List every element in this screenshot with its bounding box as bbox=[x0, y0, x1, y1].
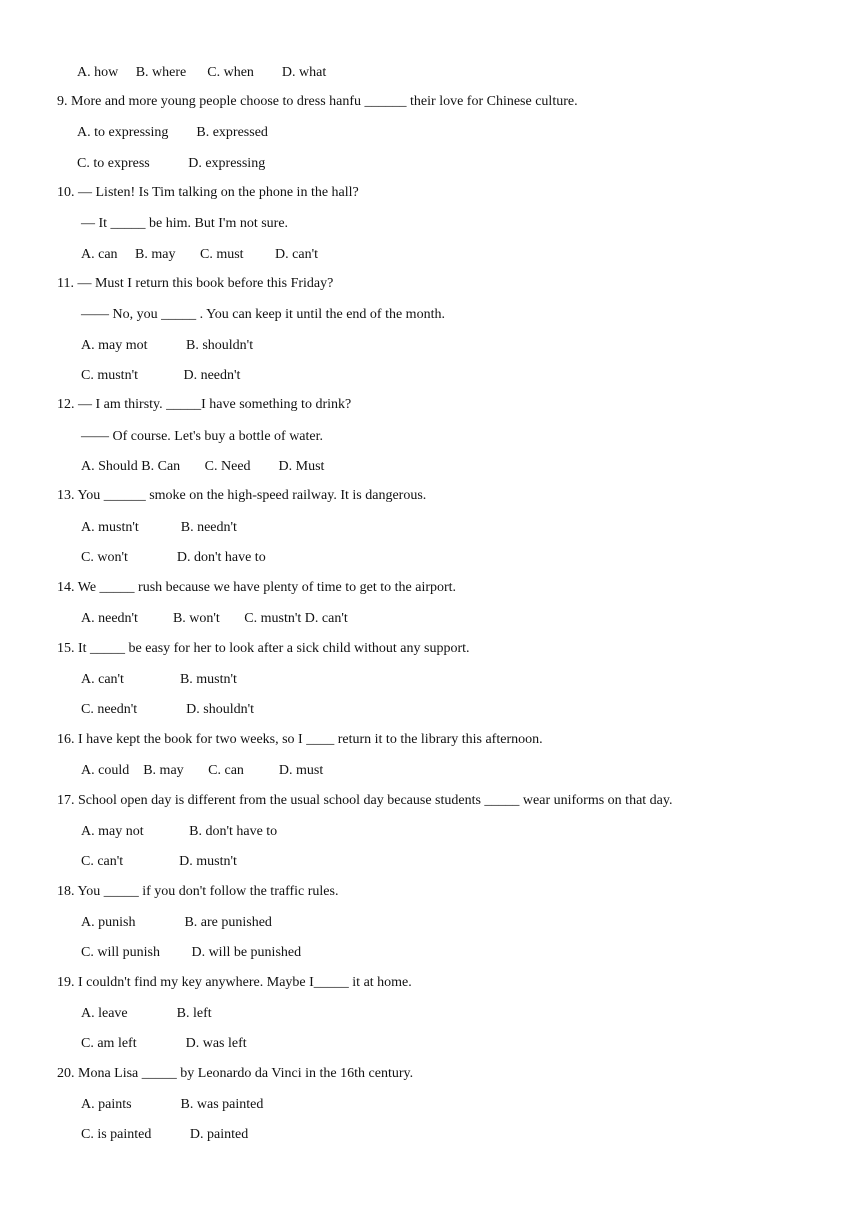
q17-stem: 17. School open day is different from the usual school day because students _____ wear uniforms on that day. bbox=[57, 793, 673, 808]
q11-options-row1: A. may mot B. shouldn't bbox=[81, 338, 254, 353]
q16-options: A. could B. may C. can D. must bbox=[81, 763, 324, 778]
q10-reply: — It _____ be him. But I'm not sure. bbox=[81, 216, 289, 231]
q19-options-row2: C. am left D. was left bbox=[81, 1036, 247, 1051]
q15-options-row2: C. needn't D. shouldn't bbox=[81, 702, 255, 717]
q12-reply: —— Of course. Let's buy a bottle of water. bbox=[81, 429, 324, 444]
q20-options-row1: A. paints B. was painted bbox=[81, 1097, 264, 1112]
q10-stem: 10. — Listen! Is Tim talking on the phone in the hall? bbox=[57, 185, 359, 200]
q14-stem: 14. We _____ rush because we have plenty of time to get to the airport. bbox=[57, 580, 457, 595]
q17-options-row2: C. can't D. mustn't bbox=[81, 854, 237, 869]
q12-stem: 12. — I am thirsty. _____I have something to drink? bbox=[57, 397, 352, 412]
q14-options: A. needn't B. won't C. mustn't D. can't bbox=[81, 611, 348, 626]
q9-stem: 9. More and more young people choose to dress hanfu ______ their love for Chinese culture. bbox=[57, 94, 578, 109]
q13-options-row1: A. mustn't B. needn't bbox=[81, 520, 237, 535]
q15-stem: 15. It _____ be easy for her to look after a sick child without any support. bbox=[57, 641, 470, 656]
q9-options-row1: A. to expressing B. expressed bbox=[77, 125, 268, 140]
q11-reply: —— No, you _____ . You can keep it until the end of the month. bbox=[81, 307, 445, 322]
q17-options-row1: A. may not B. don't have to bbox=[81, 824, 278, 839]
q13-stem: 13. You ______ smoke on the high-speed railway. It is dangerous. bbox=[57, 488, 427, 503]
q12-options: A. Should B. Can C. Need D. Must bbox=[81, 459, 325, 474]
q8-options: A. how B. where C. when D. what bbox=[77, 65, 327, 80]
q9-options-row2: C. to express D. expressing bbox=[77, 156, 266, 171]
q13-options-row2: C. won't D. don't have to bbox=[81, 550, 266, 565]
q20-options-row2: C. is painted D. painted bbox=[81, 1127, 249, 1142]
q10-options: A. can B. may C. must D. can't bbox=[81, 247, 318, 262]
q19-options-row1: A. leave B. left bbox=[81, 1006, 212, 1021]
q19-stem: 19. I couldn't find my key anywhere. Maybe I_____ it at home. bbox=[57, 975, 412, 990]
q18-options-row1: A. punish B. are punished bbox=[81, 915, 272, 930]
q20-stem: 20. Mona Lisa _____ by Leonardo da Vinci in the 16th century. bbox=[57, 1066, 414, 1081]
q18-stem: 18. You _____ if you don't follow the traffic rules. bbox=[57, 884, 339, 899]
q11-stem: 11. — Must I return this book before this Friday? bbox=[57, 276, 334, 291]
q11-options-row2: C. mustn't D. needn't bbox=[81, 368, 241, 383]
q18-options-row2: C. will punish D. will be punished bbox=[81, 945, 302, 960]
q16-stem: 16. I have kept the book for two weeks, so I ____ return it to the library this afternoon. bbox=[57, 732, 543, 747]
q15-options-row1: A. can't B. mustn't bbox=[81, 672, 237, 687]
